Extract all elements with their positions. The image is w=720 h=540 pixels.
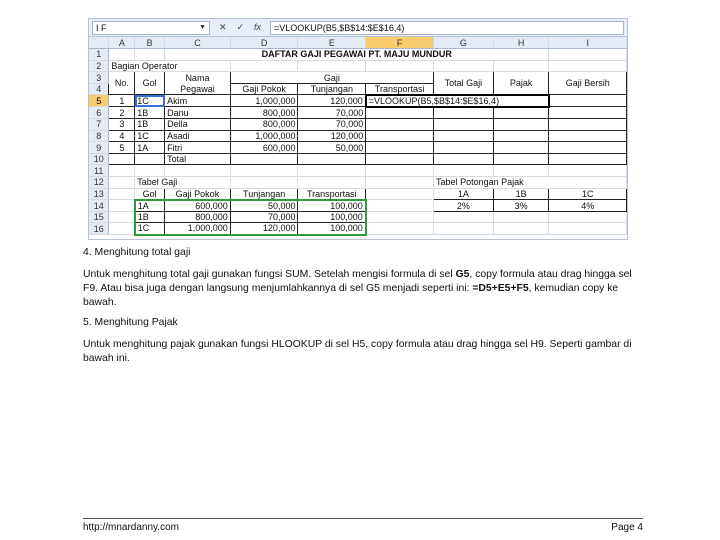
table-row xyxy=(89,223,627,235)
tg-cell[interactable]: 1C xyxy=(135,223,165,235)
cell-nama[interactable]: Asadi xyxy=(165,130,231,142)
row-header[interactable]: 13 xyxy=(89,188,109,200)
tp-cell[interactable]: 4% xyxy=(549,200,627,212)
total-label[interactable]: Total xyxy=(165,153,231,165)
row-header[interactable]: 15 xyxy=(89,211,109,223)
column-header[interactable]: H xyxy=(493,37,549,49)
header-pajak[interactable]: Pajak xyxy=(493,72,549,95)
column-header[interactable]: D xyxy=(230,37,298,49)
para5-text: Untuk menghitung pajak gunakan fungsi HLOOKUP di sel H5, copy formula atau drag hingga sel H9. Seperti gambar di bawah ini. xyxy=(83,339,632,364)
cell-no[interactable]: 3 xyxy=(109,119,135,131)
header-tunjangan[interactable]: Tunjangan xyxy=(298,83,366,95)
row-header[interactable]: 4 xyxy=(89,83,109,95)
para4-text-mid: , copy formula atau drag hingga sel F9. Atau bisa juga dengan langsung menjumlahkannya di sel G5 menjadi seperti ini: xyxy=(83,269,632,294)
heading-4: 4. Menghitung total gaji xyxy=(83,247,191,258)
row-header[interactable]: 6 xyxy=(89,107,109,119)
column-header[interactable]: E xyxy=(298,37,366,49)
footer-divider xyxy=(83,518,643,519)
para4-formula: =D5+E5+F5 xyxy=(472,283,529,294)
formula-bar xyxy=(89,19,627,37)
cell-nama[interactable]: Danu xyxy=(165,107,231,119)
row-header[interactable]: 7 xyxy=(89,119,109,131)
table-row xyxy=(89,211,627,223)
row-header[interactable]: 10 xyxy=(89,153,109,165)
cell-gaji-pokok[interactable]: 1,000,000 xyxy=(230,130,298,142)
cell-gol[interactable]: 1C xyxy=(135,130,165,142)
table-row xyxy=(89,200,627,212)
header-no[interactable]: No. xyxy=(109,72,135,95)
tg-header-tunjangan[interactable]: Tunjangan xyxy=(230,188,298,200)
cell-gaji-pokok[interactable]: 1,000,000 xyxy=(230,95,298,107)
cell-gaji-pokok[interactable]: 800,000 xyxy=(230,107,298,119)
tp-header[interactable]: 1B xyxy=(493,188,549,200)
tg-header-pokok[interactable]: Gaji Pokok xyxy=(165,188,231,200)
cell-no[interactable]: 2 xyxy=(109,107,135,119)
row-header[interactable]: 16 xyxy=(89,223,109,235)
cell-gol[interactable]: 1B xyxy=(135,107,165,119)
tp-cell[interactable]: 2% xyxy=(434,200,494,212)
section-label[interactable]: Bagian Operator xyxy=(109,60,230,72)
tg-cell[interactable]: 120,000 xyxy=(230,223,298,235)
tp-header[interactable]: 1C xyxy=(549,188,627,200)
tp-cell[interactable]: 3% xyxy=(493,200,549,212)
tg-header-gol[interactable]: Gol xyxy=(135,188,165,200)
cell-gol[interactable]: 1A xyxy=(135,142,165,154)
cell-nama[interactable]: Akim xyxy=(165,95,231,107)
paragraph-5 xyxy=(83,338,643,366)
row-header[interactable]: 12 xyxy=(89,177,109,189)
row-header[interactable]: 1 xyxy=(89,49,109,61)
select-all-corner[interactable] xyxy=(89,37,109,49)
formula-input[interactable]: =VLOOKUP(B5,$B$14:$E$16,4) xyxy=(270,21,624,35)
column-header[interactable]: B xyxy=(135,37,165,49)
table-row xyxy=(89,119,627,131)
tabel-gaji-title[interactable]: Tabel Gaji xyxy=(135,177,231,189)
column-header[interactable]: G xyxy=(434,37,494,49)
tabel-pajak-title[interactable]: Tabel Potongan Pajak xyxy=(434,177,627,189)
enter-icon[interactable]: ✓ xyxy=(236,22,245,32)
section-4 xyxy=(83,246,643,260)
name-box[interactable] xyxy=(92,21,210,35)
chevron-down-icon[interactable]: ▼ xyxy=(199,24,206,31)
tg-cell[interactable]: 100,000 xyxy=(298,211,366,223)
table-row xyxy=(89,142,627,154)
header-total-gaji[interactable]: Total Gaji xyxy=(434,72,494,95)
row-header[interactable]: 3 xyxy=(89,72,109,84)
cell-nama[interactable]: Fitri xyxy=(165,142,231,154)
header-gaji-bersih[interactable]: Gaji Bersih xyxy=(549,72,627,95)
cell-nama[interactable]: Della xyxy=(165,119,231,131)
table-row xyxy=(89,107,627,119)
tg-cell[interactable]: 1B xyxy=(135,211,165,223)
header-gaji-pokok[interactable]: Gaji Pokok xyxy=(230,83,298,95)
page-number: Page 4 xyxy=(611,522,643,533)
cell-tunjangan[interactable]: 120,000 xyxy=(298,130,366,142)
tg-header-transportasi[interactable]: Transportasi xyxy=(298,188,366,200)
tg-cell[interactable]: 100,000 xyxy=(298,223,366,235)
cell-tunjangan[interactable]: 120,000 xyxy=(298,95,366,107)
active-cell-formula[interactable]: =VLOOKUP(B5,$B$14:$E$16,4) xyxy=(366,95,549,107)
cell-no[interactable]: 1 xyxy=(109,95,135,107)
cell-gaji-pokok[interactable]: 600,000 xyxy=(230,142,298,154)
cell-tunjangan[interactable]: 70,000 xyxy=(298,107,366,119)
excel-screenshot xyxy=(88,18,628,240)
tg-cell[interactable]: 1A xyxy=(135,200,165,212)
column-header[interactable]: C xyxy=(165,37,231,49)
header-nama[interactable]: Nama xyxy=(165,72,231,84)
tg-cell[interactable]: 1,000,000 xyxy=(165,223,231,235)
cell-tunjangan[interactable]: 70,000 xyxy=(298,119,366,131)
column-header[interactable]: F xyxy=(366,37,434,49)
para4-text: Untuk menghitung total gaji gunakan fungsi SUM. Setelah mengisi formula di sel xyxy=(83,269,456,280)
column-header[interactable]: A xyxy=(109,37,135,49)
row-header[interactable]: 11 xyxy=(89,165,109,177)
table-row xyxy=(89,95,627,107)
row-header[interactable]: 9 xyxy=(89,142,109,154)
section-5 xyxy=(83,316,643,330)
header-pegawai[interactable]: Pegawai xyxy=(165,83,231,95)
row-header[interactable]: 14 xyxy=(89,200,109,212)
cell-tunjangan[interactable]: 50,000 xyxy=(298,142,366,154)
tg-cell[interactable]: 800,000 xyxy=(165,211,231,223)
footer-url[interactable]: http://mnardanny.com xyxy=(83,522,179,533)
row-header[interactable]: 8 xyxy=(89,130,109,142)
paragraph-4 xyxy=(83,268,643,310)
cancel-icon[interactable]: ✕ xyxy=(218,22,227,32)
cell-gol[interactable]: 1C xyxy=(135,95,165,107)
tg-cell[interactable]: 50,000 xyxy=(230,200,298,212)
column-headers xyxy=(89,37,627,49)
header-gol[interactable]: Gol xyxy=(135,72,165,95)
column-header[interactable]: I xyxy=(549,37,627,49)
row-header[interactable]: 5 xyxy=(89,95,109,107)
spreadsheet-grid xyxy=(89,37,627,236)
name-box-value: I F xyxy=(96,22,107,33)
cell-no[interactable]: 4 xyxy=(109,130,135,142)
tg-cell[interactable]: 70,000 xyxy=(230,211,298,223)
header-gaji[interactable]: Gaji xyxy=(230,72,433,84)
cell-gaji-pokok[interactable]: 800,000 xyxy=(230,119,298,131)
cell-gol[interactable]: 1B xyxy=(135,119,165,131)
row-header[interactable]: 2 xyxy=(89,60,109,72)
page-footer xyxy=(83,522,643,533)
function-icon[interactable]: fx xyxy=(253,22,261,32)
cell-no[interactable]: 5 xyxy=(109,142,135,154)
heading-5: 5. Menghitung Pajak xyxy=(83,317,178,328)
table-row xyxy=(89,130,627,142)
sheet-title[interactable]: DAFTAR GAJI PEGAWAI PT. MAJU MUNDUR xyxy=(165,49,549,61)
tp-header[interactable]: 1A xyxy=(434,188,494,200)
tg-cell[interactable]: 100,000 xyxy=(298,200,366,212)
para4-cell: G5 xyxy=(455,269,470,280)
para4-text-post: , kemudian copy ke bawah. xyxy=(83,283,619,308)
header-transportasi[interactable]: Transportasi xyxy=(366,83,434,95)
tg-cell[interactable]: 600,000 xyxy=(165,200,231,212)
